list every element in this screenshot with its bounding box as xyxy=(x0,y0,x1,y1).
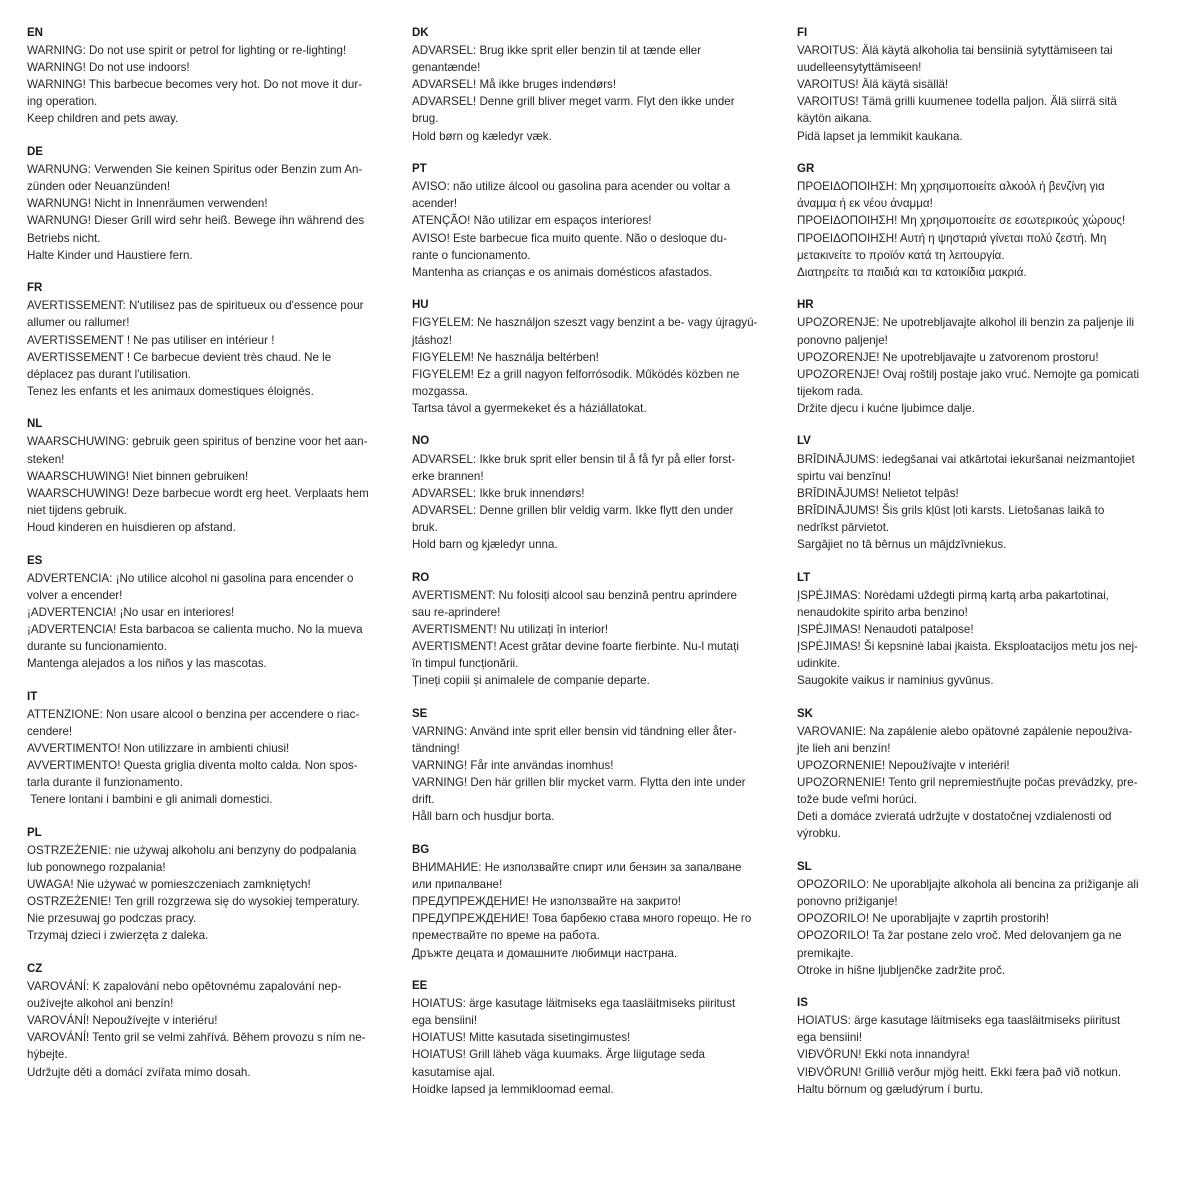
warning-line: Mantenga alejados a los niños y las mascotas. xyxy=(27,657,267,671)
warning-line: ponovno paljenje! xyxy=(797,333,888,347)
warning-line: VAROVÁNÍ: K zapalování nebo opětovnému zapalování nep- xyxy=(27,980,342,994)
language-section-ee xyxy=(412,978,790,1098)
language-code: SK xyxy=(797,707,813,720)
warning-line: ΠΡΟΕΙΔΟΠΟΙΗΣΗ! Μη χρησιμοποιείτε σε εσωτερικούς χώρους! xyxy=(797,214,1126,228)
warning-line: Hold barn og kjæledyr unna. xyxy=(412,538,558,552)
warning-line: AVERTISSEMENT ! Ce barbecue devient très chaud. Ne le xyxy=(27,350,332,364)
language-code: ES xyxy=(27,554,43,567)
warning-line: WARNUNG! Nicht in Innenräumen verwenden! xyxy=(27,197,268,211)
warning-line: Držite djecu i kućne ljubimce dalje. xyxy=(797,401,975,415)
language-code: DK xyxy=(412,27,429,39)
warning-line: ADVARSEL! Denne grill bliver meget varm. Flyt den ikke under xyxy=(412,95,735,109)
warning-line: WARNING: Do not use spirit or petrol for lighting or re-lighting! xyxy=(27,44,347,58)
warning-line: Nie przesuwaj go podczas pracy. xyxy=(27,912,197,926)
warning-line: spirtu vai benzīnu! xyxy=(797,469,892,483)
warning-line: Sargājiet no tā bērnus un mājdzīvniekus. xyxy=(797,538,1007,552)
language-code: IS xyxy=(797,997,808,1010)
warning-line: ΠΡΟΕΙΔΟΠΟΙΗΣΗ: Μη χρησιμοποιείτε αλκοόλ ή βενζίνη για xyxy=(797,180,1105,194)
language-section-bg xyxy=(412,842,790,962)
warning-line: rante o funcionamento. xyxy=(412,248,531,262)
warning-line: HOIATUS! Grill läheb väga kuumaks. Ärge liigutage seda xyxy=(412,1048,705,1062)
warning-line: Mantenha as crianças e os animais domésticos afastados. xyxy=(412,265,713,279)
warning-line: tändning! xyxy=(412,741,460,755)
language-code: NL xyxy=(27,418,43,431)
warning-line: steken! xyxy=(27,452,65,466)
language-code: IT xyxy=(27,690,38,703)
warning-line: HOIATUS! Mitte kasutada sisetingimustes! xyxy=(412,1031,631,1045)
language-code: CZ xyxy=(27,963,43,975)
language-code: SE xyxy=(412,707,428,720)
warning-line: genantænde! xyxy=(412,61,481,75)
warning-line: Haltu börnum og gæludýrum í burtu. xyxy=(797,1082,984,1096)
warning-line: μετακινείτε το προϊόν κατά τη λειτουργία. xyxy=(797,248,1005,262)
language-section-fr xyxy=(27,280,405,400)
warning-line: UPOZORENJE: Ne upotrebljavajte alkohol ili benzin za paljenje ili xyxy=(797,316,1135,330)
language-section-es xyxy=(27,553,405,673)
warning-line: VIÐVÖRUN! Ekki nota innandyra! xyxy=(797,1048,970,1062)
warning-line: zünden oder Neuanzünden! xyxy=(27,180,171,194)
warning-line: nenaudokite spirito arba benzino! xyxy=(797,605,968,619)
warning-line: Tenere lontani i bambini e gli animali domestici. xyxy=(27,793,273,807)
language-code: RO xyxy=(412,571,430,584)
warning-line: Дръжте децата и домашните любимци настрана. xyxy=(412,946,678,960)
warning-line: ¡ADVERTENCIA! ¡No usar en interiores! xyxy=(27,605,235,619)
language-code: HR xyxy=(797,299,814,312)
warning-line: în timpul funcționării. xyxy=(412,657,519,671)
warning-line: WARNUNG: Verwenden Sie keinen Spiritus oder Benzin zum An- xyxy=(27,163,363,177)
language-section-ro xyxy=(412,570,790,690)
warning-line: VARNING! Får inte användas inomhus! xyxy=(412,759,614,773)
warning-line: ega bensiini! xyxy=(797,1031,863,1045)
warning-line: Saugokite vaikus ir naminius gyvūnus. xyxy=(797,674,994,688)
column-1 xyxy=(27,25,405,1097)
warning-line: ADVARSEL: Brug ikke sprit eller benzin til at tænde eller xyxy=(412,44,702,58)
warning-line: премествайте по време на работа. xyxy=(412,929,600,943)
language-code: FR xyxy=(27,282,43,295)
warning-line: ПРЕДУПРЕЖДЕНИЕ! Това барбекю става много горещо. Не го xyxy=(412,912,752,926)
warning-line: AVERTISMENT: Nu folosiți alcool sau benzină pentru aprindere xyxy=(412,588,738,602)
warning-line: HOIATUS: ärge kasutage läitmiseks ega taasläitmiseks piiritust xyxy=(797,1014,1121,1028)
language-section-gr xyxy=(797,161,1175,281)
warning-line: OSTRZEŻENIE: nie używaj alkoholu ani benzyny do podpalania xyxy=(27,843,357,857)
warning-line: WAARSCHUWING: gebruik geen spiritus of benzine voor het aan- xyxy=(27,435,368,449)
warning-line: allumer ou rallumer! xyxy=(27,316,130,330)
language-code: FI xyxy=(797,27,808,39)
warning-line: Διατηρείτε τα παιδιά και τα κατοικίδια μακριά. xyxy=(797,265,1027,279)
warning-line: ΠΡΟΕΙΔΟΠΟΙΗΣΗ! Αυτή η ψησταριά γίνεται πολύ ζεστή. Μη xyxy=(797,231,1107,245)
warning-line: ega bensiini! xyxy=(412,1014,478,1028)
language-section-se xyxy=(412,706,790,826)
warning-line: AVISO! Este barbecue fica muito quente. Não o desloque du- xyxy=(412,231,727,245)
warning-line: déplacez pas durant l'utilisation. xyxy=(27,367,191,381)
warning-line: или припалване! xyxy=(412,878,503,892)
language-section-nl xyxy=(27,416,405,536)
warning-line: kasutamise ajal. xyxy=(412,1065,496,1079)
warning-line: jte lieh ani benzín! xyxy=(797,741,891,755)
warning-line: AVERTISMENT! Acest grătar devine foarte fierbinte. Nu-l mutați xyxy=(412,640,739,653)
warning-line: výrobku. xyxy=(797,827,841,841)
warning-line: VIÐVÖRUN! Grillið verður mjög heitt. Ekki færa það við notkun. xyxy=(797,1065,1122,1079)
warning-line: ПРЕДУПРЕЖДЕНИЕ! Не използвайте на закрито! xyxy=(412,895,681,909)
language-section-lt xyxy=(797,570,1175,690)
warning-line: Betriebs nicht. xyxy=(27,231,101,245)
warning-line: VAROITUS! Tämä grilli kuumenee todella paljon. Älä siirrä sitä xyxy=(797,95,1117,109)
language-section-sl xyxy=(797,859,1175,979)
warning-line: Hoidke lapsed ja lemmikloomad eemal. xyxy=(412,1082,614,1096)
warning-line: käytön aikana. xyxy=(797,112,872,126)
warning-line: nedrīkst pārvietot. xyxy=(797,520,890,534)
warning-line: uudelleensytyttämiseen! xyxy=(797,61,922,75)
language-code: GR xyxy=(797,163,815,176)
language-code: SL xyxy=(797,861,812,874)
language-section-is xyxy=(797,995,1175,1098)
warning-line: ВНИМАНИЕ: Не използвайте спирт или бензин за запалване xyxy=(412,861,742,875)
language-code: EE xyxy=(412,980,428,993)
language-code: PT xyxy=(412,163,427,176)
warning-line: VARNING: Använd inte sprit eller bensin vid tändning eller åter- xyxy=(412,724,737,738)
warning-line: VAROITUS: Älä käytä alkoholia tai bensiiniä sytyttämiseen tai xyxy=(797,44,1113,58)
warning-line: AVERTISSEMENT: N'utilisez pas de spiritueux ou d'essence pour xyxy=(27,299,364,313)
warning-line: Keep children and pets away. xyxy=(27,112,179,126)
warning-line: FIGYELEM: Ne használjon szeszt vagy benzint a be- vagy újragyú- xyxy=(412,316,758,330)
warning-line: drift. xyxy=(412,793,435,807)
warning-line: WARNUNG! Dieser Grill wird sehr heiß. Bewege ihn während des xyxy=(27,214,365,228)
warning-line: ADVARSEL! Må ikke bruges indendørs! xyxy=(412,78,617,92)
warning-line: tarla durante il funzionamento. xyxy=(27,776,183,790)
warning-line: premikajte. xyxy=(797,946,854,960)
language-code: LV xyxy=(797,435,811,448)
warning-line: FIGYELEM! Ne használja beltérben! xyxy=(412,350,599,364)
warning-line: hýbejte. xyxy=(27,1048,68,1062)
warning-line: volver a encender! xyxy=(27,588,123,602)
language-section-hr xyxy=(797,297,1175,417)
warning-line: UWAGA! Nie używać w pomieszczeniach zamkniętych! xyxy=(27,878,311,892)
warning-line: jtáshoz! xyxy=(412,333,452,347)
warning-line: BRĪDINĀJUMS! Nelietot telpās! xyxy=(797,486,959,500)
warning-line: OPOZORILO! Ta žar postane zelo vroč. Med delovanjem ga ne xyxy=(797,929,1122,943)
warning-line: ADVARSEL: Ikke bruk sprit eller bensin til å få fyr på eller forst- xyxy=(412,452,736,466)
warning-line: AVISO: não utilize álcool ou gasolina para acender ou voltar a xyxy=(412,180,731,194)
warning-line: OPOZORILO: Ne uporabljajte alkohola ali bencina za prižiganje ali xyxy=(797,878,1139,892)
warning-line: WARNING! Do not use indoors! xyxy=(27,61,190,75)
warning-line: ADVARSEL: Ikke bruk innendørs! xyxy=(412,486,585,500)
warning-line: VARNING! Den här grillen blir mycket varm. Flytta den inte under xyxy=(412,776,746,790)
warning-line: FIGYELEM! Ez a grill nagyon felforrósodik. Működés közben ne xyxy=(412,367,740,381)
language-section-fi xyxy=(797,25,1175,145)
warning-line: ponovno prižiganje! xyxy=(797,895,898,909)
warning-line: mozgassa. xyxy=(412,384,469,398)
column-2 xyxy=(412,25,790,1114)
warning-line: AVVERTIMENTO! Questa griglia diventa molto calda. Non spos- xyxy=(27,759,358,773)
language-section-sk xyxy=(797,706,1175,843)
warning-line: OSTRZEŻENIE! Ten grill rozgrzewa się do wysokiej temperatury. xyxy=(27,895,360,909)
warning-line: erke brannen! xyxy=(412,469,484,483)
warning-line: ĮSPĖJIMAS: Norėdami uždegti pirmą kartą arba pakartotinai, xyxy=(797,588,1109,602)
language-code: NO xyxy=(412,435,430,448)
warning-line: BRĪDINĀJUMS: iedegšanai vai atkārtotai iekuršanai neizmantojiet xyxy=(797,452,1135,466)
language-section-pt xyxy=(412,161,790,281)
warning-line: ¡ADVERTENCIA! Esta barbacoa se calienta mucho. No la mueva xyxy=(27,622,363,636)
warning-line: UPOZORNENIE! Nepoužívajte v interiéri! xyxy=(797,759,1010,773)
warning-line: Trzymaj dzieci i zwierzęta z daleka. xyxy=(27,929,209,943)
warning-line: UPOZORENJE! Ne upotrebljavajte u zatvorenom prostoru! xyxy=(797,350,1099,364)
warning-line: sau re-aprindere! xyxy=(412,605,501,619)
language-section-no xyxy=(412,433,790,553)
warning-line: Tartsa távol a gyermekeket és a háziállatokat. xyxy=(412,401,647,415)
warning-line: Țineți copiii și animalele de companie departe. xyxy=(412,674,650,688)
language-code: BG xyxy=(412,843,430,856)
warning-line: AVVERTIMENTO! Non utilizzare in ambienti chiusi! xyxy=(27,741,290,755)
warning-line: Tenez les enfants et les animaux domestiques éloignés. xyxy=(27,384,314,398)
warning-line: ATENÇÃO! Não utilizar em espaços interiores! xyxy=(412,214,652,228)
warning-line: AVERTISMENT! Nu utilizați în interior! xyxy=(412,622,609,636)
warning-line: Halte Kinder und Haustiere fern. xyxy=(27,248,193,262)
warning-line: oužívejte alkohol ani benzín! xyxy=(27,997,174,1011)
language-section-dk xyxy=(412,25,790,145)
warning-line: lub ponownego rozpalania! xyxy=(27,861,166,875)
warning-line: ADVARSEL: Denne grillen blir veldig varm. Ikke flytt den under xyxy=(412,503,734,517)
warning-line: BRĪDINĀJUMS! Šis grils kļūst ļoti karsts. Lietošanas laikā to xyxy=(797,503,1105,517)
warning-line: WARNING! This barbecue becomes very hot. Do not move it dur- xyxy=(27,78,363,92)
column-3 xyxy=(797,25,1175,1114)
warning-line: VAROVÁNÍ! Tento gril se velmi zahřívá. Během provozu s ním ne- xyxy=(27,1031,366,1045)
language-code: DE xyxy=(27,146,43,159)
warning-line: cendere! xyxy=(27,724,73,738)
warning-line: ATTENZIONE: Non usare alcool o benzina per accendere o riac- xyxy=(27,707,360,721)
warning-line: durante su funcionamiento. xyxy=(27,640,167,653)
warning-line: UPOZORENJE! Ovaj roštilj postaje jako vruć. Nemojte ga pomicati xyxy=(797,367,1140,381)
warning-line: ĮSPĖJIMAS! Nenaudoti patalpose! xyxy=(797,622,974,636)
warning-line: AVERTISSEMENT ! Ne pas utiliser en intérieur ! xyxy=(27,333,275,347)
language-code: PL xyxy=(27,826,42,839)
warning-line: Pidä lapset ja lemmikit kaukana. xyxy=(797,129,963,143)
language-code: HU xyxy=(412,299,429,312)
warning-line: Hold børn og kæledyr væk. xyxy=(412,129,552,143)
warning-line: WAARSCHUWING! Deze barbecue wordt erg heet. Verplaats hem xyxy=(27,486,369,500)
language-section-lv xyxy=(797,433,1175,553)
warning-line: UPOZORNENIE! Tento gril nepremiestňujte počas prevádzky, pre- xyxy=(797,776,1138,790)
warning-line: ing operation. xyxy=(27,95,98,109)
warning-line: ĮSPĖJIMAS! Ši kepsninė labai įkaista. Eksploatacijos metu jos nej- xyxy=(797,640,1138,653)
language-section-cz xyxy=(27,961,405,1081)
warning-line: Håll barn och husdjur borta. xyxy=(412,810,555,824)
warning-line: niet tijdens gebruik. xyxy=(27,503,127,517)
warning-line: VAROITUS! Älä käytä sisällä! xyxy=(797,78,949,92)
language-section-pl xyxy=(27,825,405,945)
warning-line: Deti a domáce zvieratá udržujte v dostatočnej vzdialenosti od xyxy=(797,810,1112,824)
warning-line: ADVERTENCIA: ¡No utilice alcohol ni gasolina para encender o xyxy=(27,571,354,585)
language-code: EN xyxy=(27,27,43,39)
warning-line: HOIATUS: ärge kasutage läitmiseks ega taasläitmiseks piiritust xyxy=(412,997,736,1011)
language-code: LT xyxy=(797,571,811,584)
warning-line: OPOZORILO! Ne uporabljajte v zaprtih prostorih! xyxy=(797,912,1049,926)
warning-line: bruk. xyxy=(412,520,438,534)
warning-line: acender! xyxy=(412,197,458,211)
warning-line: udinkite. xyxy=(797,657,841,671)
language-section-hu xyxy=(412,297,790,417)
language-section-it xyxy=(27,689,405,809)
warning-line: Otroke in hišne ljubljenčke zadržite proč. xyxy=(797,963,1006,977)
language-section-de xyxy=(27,144,405,264)
warning-line: tože bude veľmi horúci. xyxy=(797,793,918,807)
warning-line: VAROVÁNÍ! Nepoužívejte v interiéru! xyxy=(27,1014,218,1028)
warning-line: Houd kinderen en huisdieren op afstand. xyxy=(27,520,236,534)
warning-line: WAARSCHUWING! Niet binnen gebruiken! xyxy=(27,469,249,483)
warning-line: άναμμα ή εκ νέου άναμμα! xyxy=(797,197,933,211)
warning-line: brug. xyxy=(412,112,439,126)
language-section-en xyxy=(27,25,405,128)
warning-line: tijekom rada. xyxy=(797,384,864,398)
warning-line: Udržujte děti a domácí zvířata mimo dosah. xyxy=(27,1065,251,1079)
warning-line: VAROVANIE: Na zapálenie alebo opätovné zapálenie nepouživa- xyxy=(797,724,1133,738)
